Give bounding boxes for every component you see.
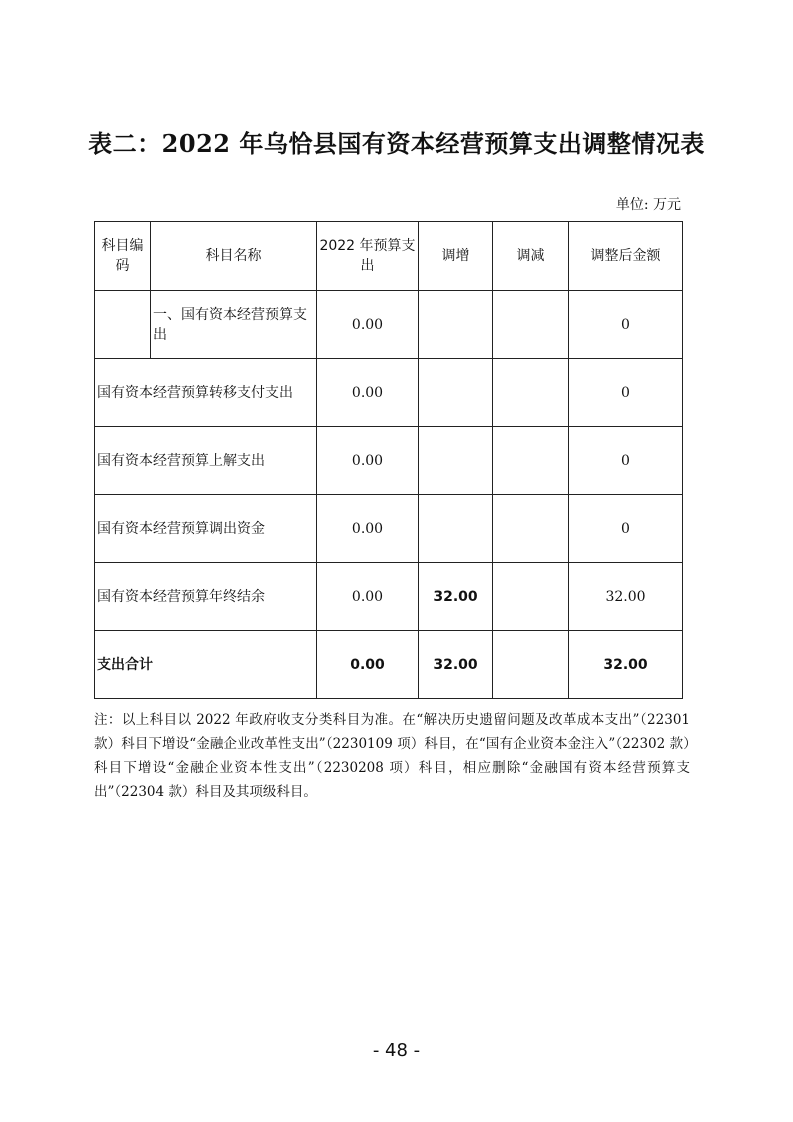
cell-name: 国有资本经营预算年终结余 (95, 563, 317, 631)
cell-code (95, 291, 151, 359)
cell-adjusted: 0 (569, 495, 683, 563)
table-row (95, 359, 683, 427)
cell-name: 一、国有资本经营预算支出 (151, 291, 317, 359)
cell-decrease (493, 291, 569, 359)
cell-budget: 0.00 (317, 427, 419, 495)
total-decrease (493, 631, 569, 699)
table-header-row (95, 222, 683, 291)
header-decrease: 调减 (493, 222, 569, 291)
page-number: - 48 - (372, 1040, 421, 1061)
table-row (95, 563, 683, 631)
cell-adjusted: 0 (569, 359, 683, 427)
header-adjusted: 调整后金额 (569, 222, 683, 291)
cell-decrease (493, 359, 569, 427)
header-increase: 调增 (419, 222, 493, 291)
cell-decrease (493, 563, 569, 631)
cell-budget: 0.00 (317, 359, 419, 427)
table-total-row (95, 631, 683, 699)
cell-budget: 0.00 (317, 291, 419, 359)
cell-name: 国有资本经营预算调出资金 (95, 495, 317, 563)
cell-decrease (493, 495, 569, 563)
page-title: 表二：2022 年乌恰县国有资本经营预算支出调整情况表 (88, 129, 705, 158)
budget-table (94, 221, 683, 699)
total-label: 支出合计 (95, 631, 317, 699)
cell-name: 国有资本经营预算转移支付支出 (95, 359, 317, 427)
cell-name: 国有资本经营预算上解支出 (95, 427, 317, 495)
total-increase: 32.00 (419, 631, 493, 699)
header-code: 科目编码 (95, 222, 151, 291)
cell-increase (419, 427, 493, 495)
cell-budget: 0.00 (317, 563, 419, 631)
cell-adjusted: 32.00 (569, 563, 683, 631)
cell-increase (419, 359, 493, 427)
cell-budget: 0.00 (317, 495, 419, 563)
table-row (95, 291, 683, 359)
cell-increase (419, 291, 493, 359)
total-adjusted: 32.00 (569, 631, 683, 699)
total-budget: 0.00 (317, 631, 419, 699)
table-row (95, 495, 683, 563)
unit-label: 单位: 万元 (615, 197, 681, 213)
header-name: 科目名称 (151, 222, 317, 291)
cell-increase (419, 495, 493, 563)
cell-adjusted: 0 (569, 427, 683, 495)
table-row (95, 427, 683, 495)
footnote: 注：以上科目以 2022 年政府收支分类科目为准。在“解决历史遗留问题及改革成本支出”（22301 款）科目下增设“金融企业改革性支出”（2230109 项）科目，在“国有企业资本金注入”（22302 款）科目下增设“金融企业资本性支出”（2230208 项）科目，相应删除“金融国有资本经营预算支出”（22304 款）科目及其项级科目。 (94, 712, 690, 800)
cell-decrease (493, 427, 569, 495)
header-budget: 2022 年预算支出 (317, 222, 419, 291)
cell-adjusted: 0 (569, 291, 683, 359)
cell-increase: 32.00 (419, 563, 493, 631)
